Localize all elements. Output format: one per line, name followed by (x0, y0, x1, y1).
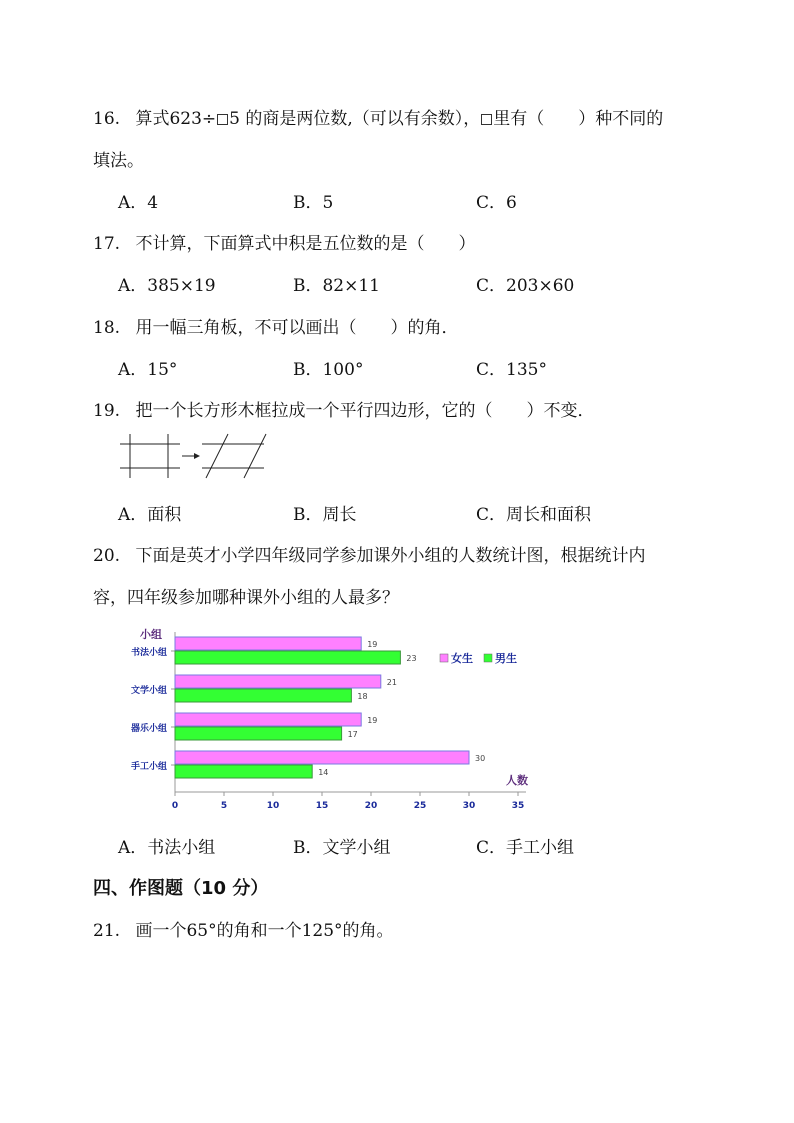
x-tick-label: 20 (364, 801, 378, 811)
x-tick-label: 5 (220, 801, 228, 811)
option-a[interactable]: A．15° (118, 360, 178, 380)
y-tick-label: 文学小组 (130, 686, 167, 696)
option-c[interactable]: C．周长和面积 (476, 505, 592, 525)
option-b[interactable]: B．82×11 (293, 276, 381, 296)
question-16-line2: 填法。 (93, 151, 144, 171)
option-b[interactable]: B．文学小组 (293, 838, 391, 858)
option-c[interactable]: C．135° (476, 360, 547, 380)
y-tick-label: 书法小组 (130, 648, 167, 658)
legend-swatch (484, 654, 492, 662)
question-text: 5 的商是两位数,（可以有余数）， (229, 109, 481, 129)
legend-swatch (440, 654, 448, 662)
question-text: 不计算，下面算式中积是五位数的是（ ） (135, 234, 476, 254)
question-number: 18. (93, 318, 121, 338)
option-a[interactable]: A．面积 (118, 505, 182, 525)
x-tick-label: 15 (315, 801, 329, 811)
question-20 (93, 541, 645, 566)
legend-label: 男生 (495, 652, 517, 665)
option-b[interactable]: B．周长 (293, 505, 357, 525)
question-text: 画一个65°的角和一个125°的角。 (135, 921, 394, 941)
bar-男生 (175, 765, 312, 778)
data-label: 14 (318, 768, 329, 777)
bar-女生 (175, 675, 381, 688)
question-number: 21. (93, 921, 121, 941)
option-c[interactable]: C．203×60 (476, 276, 575, 296)
figure-line (206, 434, 228, 478)
question-18 (93, 313, 458, 338)
section-title: 四、作图题（10 分） (93, 878, 269, 899)
bar-女生 (175, 751, 469, 764)
question-text: 算式623÷ (135, 109, 217, 129)
option-c[interactable]: C．手工小组 (476, 838, 575, 858)
data-label: 18 (357, 692, 368, 701)
option-c[interactable]: C．6 (476, 193, 517, 213)
question-text: 里有（ ）种不同的 (493, 109, 664, 129)
question-number: 19. (93, 401, 121, 421)
question-number: 16. (93, 109, 121, 129)
legend-label: 女生 (451, 652, 473, 665)
data-label: 21 (386, 678, 397, 687)
x-tick-label: 0 (171, 801, 179, 811)
bar-chart (110, 622, 550, 818)
question-number: 17. (93, 234, 121, 254)
data-label: 17 (347, 730, 358, 739)
bar-女生 (175, 713, 361, 726)
data-label: 23 (406, 654, 417, 663)
option-a[interactable]: A．385×19 (118, 276, 216, 296)
bar-男生 (175, 689, 351, 702)
data-label: 19 (367, 640, 378, 649)
y-tick-label: 手工小组 (130, 762, 167, 772)
x-tick-label: 10 (266, 801, 280, 811)
question-20-line2: 容，四年级参加哪种课外小组的人最多？ (93, 588, 399, 608)
option-b[interactable]: B．5 (293, 193, 334, 213)
question-number: 20. (93, 546, 121, 566)
chart-xlabel: 人数 (506, 774, 528, 787)
chart-ylabel: 小组 (140, 628, 162, 641)
blank-box-icon (481, 114, 492, 125)
x-tick-label: 30 (462, 801, 476, 811)
question-text: 把一个长方形木框拉成一个平行四边形，它的（ ）不变． (135, 401, 595, 421)
option-a[interactable]: A．4 (118, 193, 159, 213)
question-text: 用一幅三角板，不可以画出（ ）的角． (135, 318, 459, 338)
x-tick-label: 25 (413, 801, 427, 811)
question-19 (93, 396, 594, 421)
bar-男生 (175, 727, 342, 740)
question-16 (93, 104, 663, 129)
y-tick-label: 器乐小组 (130, 724, 167, 734)
option-b[interactable]: B．100° (293, 360, 364, 380)
rectangle-to-parallelogram-figure (118, 432, 278, 482)
data-label: 30 (475, 754, 486, 763)
question-21 (93, 916, 394, 941)
figure-line (244, 434, 266, 478)
x-tick-label: 35 (511, 801, 525, 811)
arrow-head-icon (194, 453, 200, 459)
blank-box-icon (217, 114, 228, 125)
question-17 (93, 229, 475, 254)
data-label: 19 (367, 716, 378, 725)
bar-男生 (175, 651, 400, 664)
option-a[interactable]: A．书法小组 (118, 838, 216, 858)
bar-女生 (175, 637, 361, 650)
question-text: 下面是英才小学四年级同学参加课外小组的人数统计图，根据统计内 (135, 546, 646, 566)
